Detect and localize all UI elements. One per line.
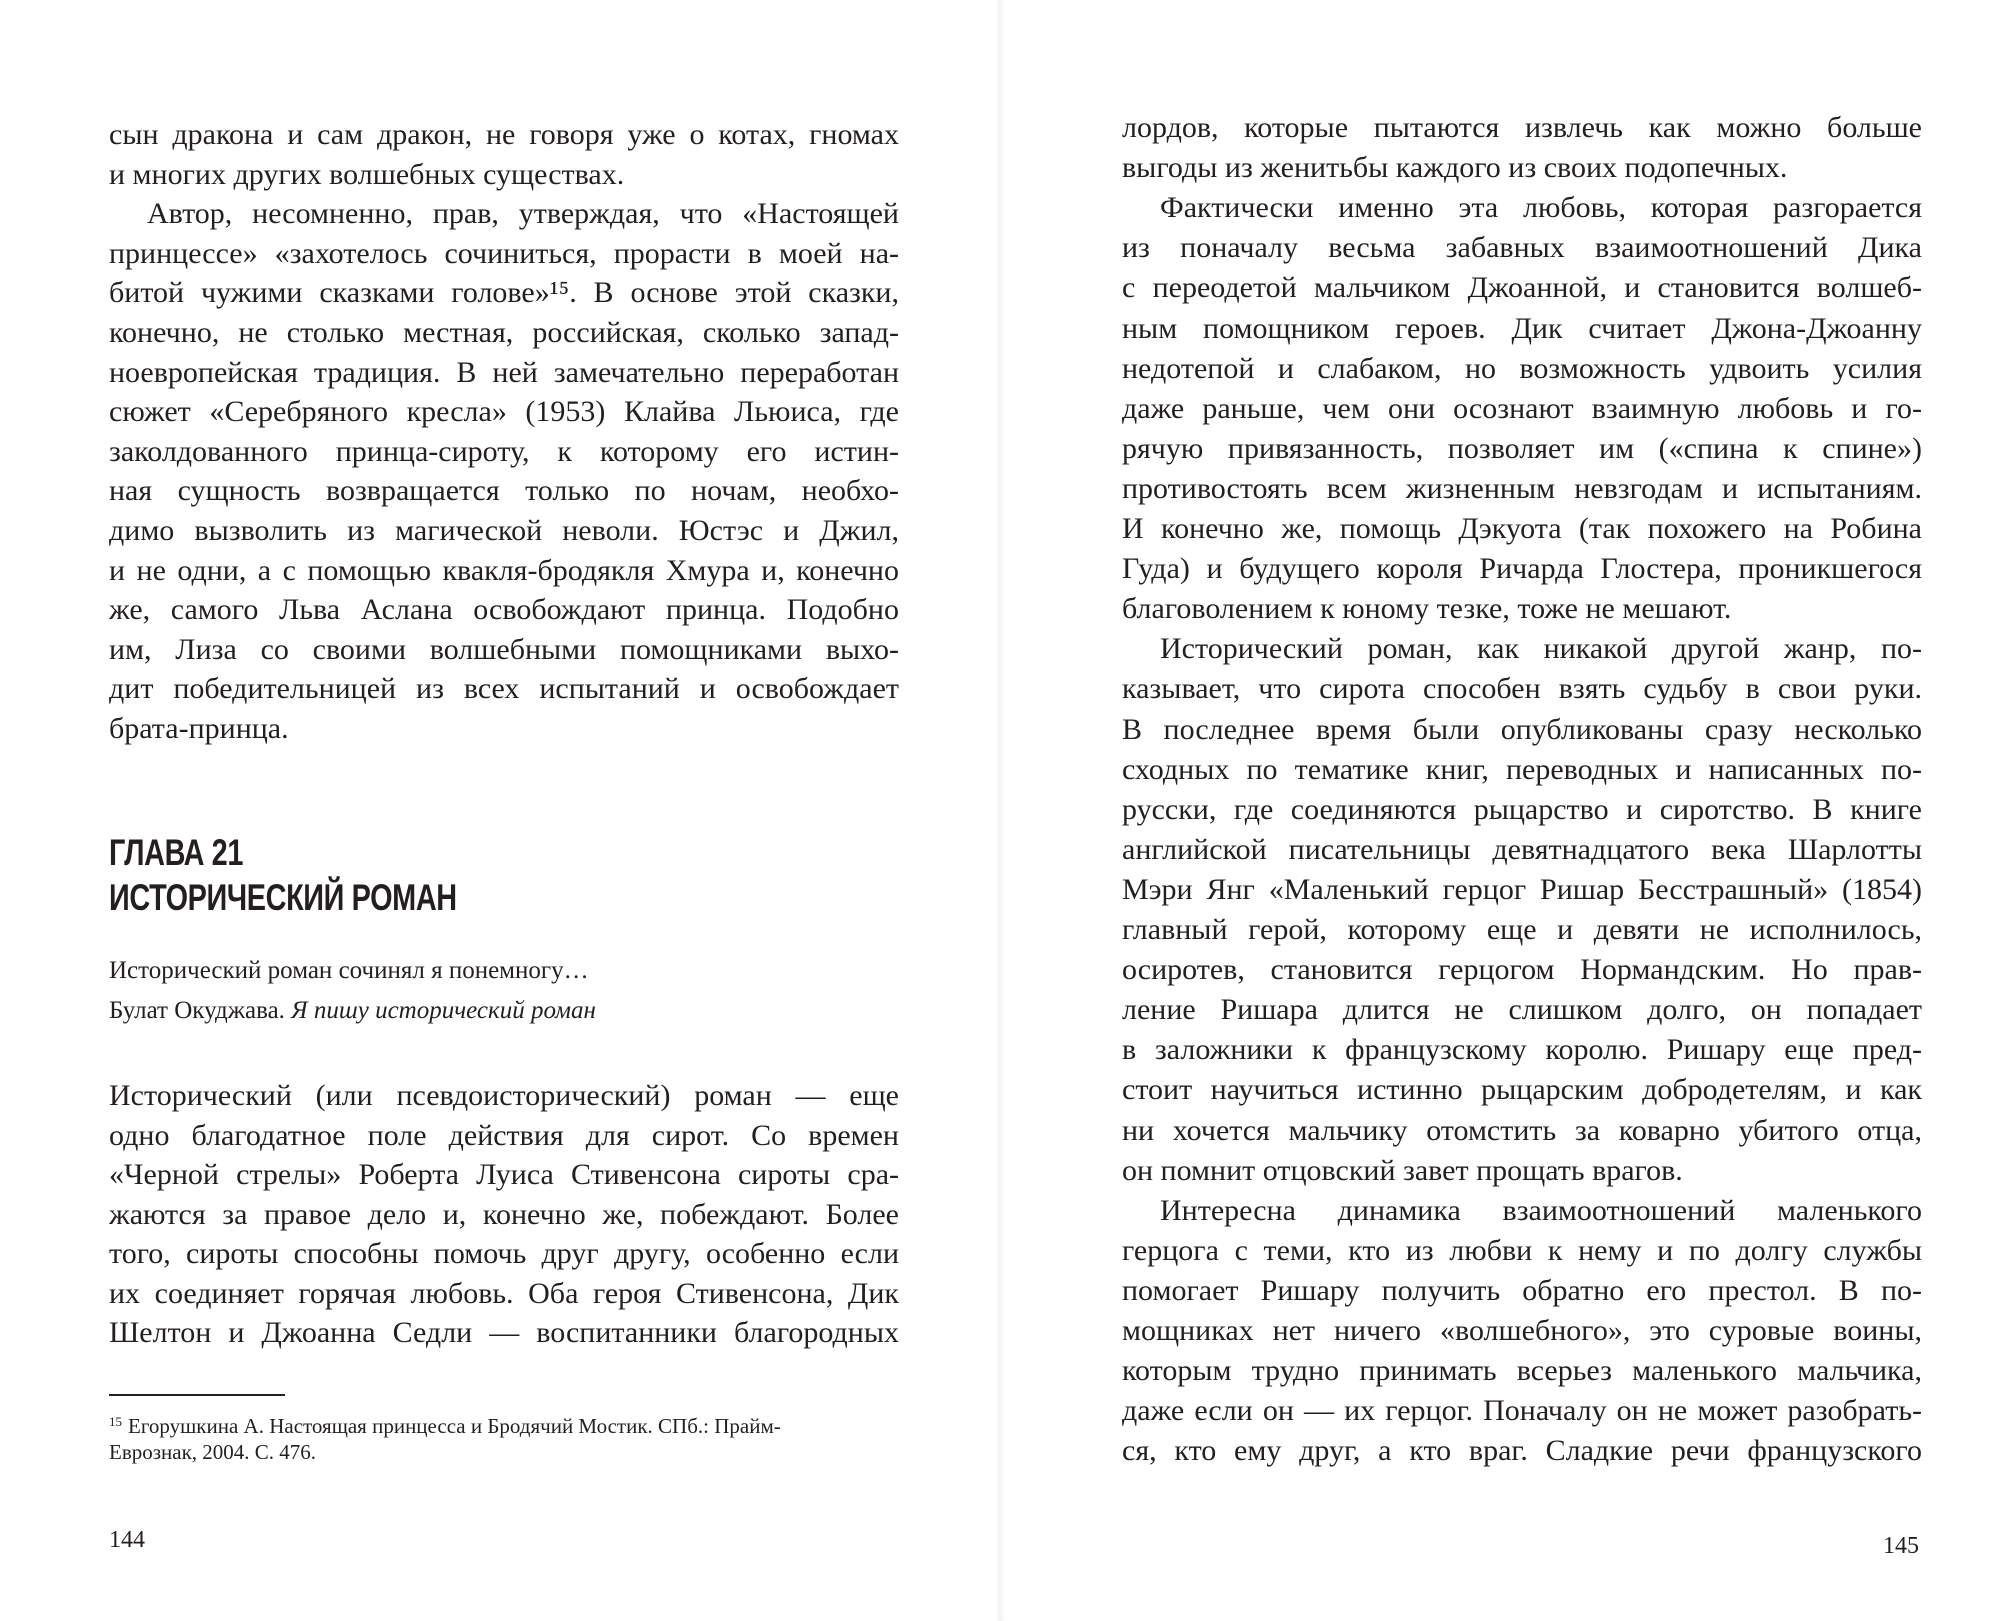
text-line: Гуда) и будущего короля Ричарда Глостера, проникшегося: [1122, 552, 1922, 585]
text-line: английской писательницы девятнадцатого века Шарлотты: [1122, 833, 1922, 866]
text-line: Мэри Янг «Маленький герцог Ришар Бесстрашный» (1854): [1122, 873, 1922, 906]
text-line: ная сущность возвращается только по ночам, необхо-: [109, 474, 899, 507]
text-line: сюжет «Серебряного кресла» (1953) Клайва Льюиса, где: [109, 395, 899, 428]
text-line: Автор, несомненно, прав, утверждая, что «Настоящей: [147, 197, 899, 230]
text-line: же, самого Льва Аслана освобождают принца. Подобно: [109, 593, 899, 626]
footnote-number: 15: [109, 1414, 122, 1429]
page-number: 144: [109, 1527, 145, 1553]
page-number: 145: [1883, 1533, 1919, 1559]
text-line: Исторический роман, как никакой другой жанр, по-: [1160, 632, 1922, 665]
text-line: их соединяет горячая любовь. Оба героя Стивенсона, Дик: [109, 1277, 899, 1310]
epigraph-source: Я пишу исторический роман: [291, 997, 596, 1024]
text-line: Интересна динамика взаимоотношений маленького: [1160, 1194, 1922, 1227]
text-line: брата-принца.: [109, 712, 289, 745]
epigraph-attribution: [109, 993, 596, 1029]
text-line: лордов, которые пытаются извлечь как можно больше: [1122, 111, 1922, 144]
text-line: мощниках нет ничего «волшебного», это суровые воины,: [1122, 1314, 1922, 1347]
text-line: рячую привязанность, позволяет им («спина к спине»): [1122, 432, 1922, 465]
text-line: того, сироты способны помочь друг другу, особенно если: [109, 1237, 899, 1270]
text-line: герцога с теми, кто из любви к нему и по долгу службы: [1122, 1234, 1922, 1267]
text-line: ным помощником героев. Дик считает Джона-Джоанну: [1122, 312, 1922, 345]
epigraph-author: Булат Окуджава.: [109, 997, 285, 1024]
text-line: ление Ришара длится не слишком долго, он попадает: [1122, 993, 1922, 1026]
text-line: им, Лиза со своими волшебными помощниками выхо-: [109, 633, 899, 666]
text-line: И конечно же, помощь Дэкуота (так похожего на Робина: [1122, 512, 1922, 545]
text-line: помогает Ришару получить обратно его престол. В по-: [1122, 1274, 1922, 1307]
text-line: В последнее время были опубликованы сразу несколько: [1122, 713, 1922, 746]
text-line: которым трудно принимать всерьез маленького мальчика,: [1122, 1354, 1922, 1387]
text-line: сходных по тематике книг, переводных и написанных по-: [1122, 753, 1922, 786]
footnote-text-line1: Егорушкина А. Настоящая принцесса и Бродячий Мостик. СПб.: Прайм-: [128, 1414, 781, 1438]
text-line: конечно, не столько местная, российская, сколько запад-: [109, 316, 899, 349]
text-line: битой чужими сказками голове»¹⁵. В основе этой сказки,: [109, 276, 899, 309]
text-line: из поначалу весьма забавных взаимоотношений Дика: [1122, 231, 1922, 264]
footnote-divider: [109, 1394, 285, 1396]
text-line: одно благодатное поле действия для сирот. Со времен: [109, 1119, 899, 1152]
footnote-text-line2: Еврознак, 2004. С. 476.: [109, 1440, 317, 1464]
text-line: и многих других волшебных существах.: [109, 158, 625, 191]
text-line: ся, кто ему друг, а кто враг. Сладкие речи французского: [1122, 1434, 1922, 1467]
text-line: «Черной стрелы» Роберта Луиса Стивенсона сироты сра-: [109, 1158, 899, 1191]
text-line: благоволением к юному тезке, тоже не мешают.: [1122, 592, 1732, 625]
text-line: казывает, что сирота способен взять судьбу в свои руки.: [1122, 672, 1922, 705]
chapter-number: ГЛАВА 21: [109, 832, 243, 873]
text-line: с переодетой мальчиком Джоанной, и становится волшеб-: [1122, 271, 1922, 304]
text-line: Шелтон и Джоанна Седли — воспитанники благородных: [109, 1316, 899, 1349]
right-page: [1000, 0, 2000, 1621]
text-line: осиротев, становится герцогом Нормандским. Но прав-: [1122, 953, 1922, 986]
text-line: Исторический (или псевдоисторический) роман — еще: [109, 1079, 899, 1112]
text-line: Фактически именно эта любовь, которая разгорается: [1160, 191, 1922, 224]
text-line: принцессе» «захотелось сочиниться, прорасти в моей на-: [109, 237, 899, 270]
text-line: жаются за правое дело и, конечно же, побеждают. Более: [109, 1198, 899, 1231]
epigraph-quote: Исторический роман сочинял я понемногу…: [109, 957, 589, 984]
text-line: стоит научиться истинно рыцарским добродетелям, и как: [1122, 1073, 1922, 1106]
footnote: [109, 1407, 909, 1441]
text-line: и не одни, а с помощью квакля-бродякля Хмура и, конечно: [109, 554, 899, 587]
text-line: в заложники к французскому королю. Ришару еще пред-: [1122, 1033, 1922, 1066]
text-line: димо вызволить из магической неволи. Юстэс и Джил,: [109, 514, 899, 547]
text-line: главный герой, которому еще и девяти не исполнилось,: [1122, 913, 1922, 946]
text-line: недотепой и слабаком, но возможность удвоить усилия: [1122, 352, 1922, 385]
text-line: заколдованного принца-сироту, к которому его истин-: [109, 435, 899, 468]
text-line: сын дракона и сам дракон, не говоря уже о котах, гномах: [109, 118, 899, 151]
text-line: даже если он — их герцог. Поначалу он не может разобрать-: [1122, 1394, 1922, 1427]
text-line: выгоды из женитьбы каждого из своих подопечных.: [1122, 151, 1788, 184]
text-line: даже раньше, чем они осознают взаимную любовь и го-: [1122, 392, 1922, 425]
text-line: русски, где соединяются рыцарство и сиротство. В книге: [1122, 793, 1922, 826]
chapter-title: ИСТОРИЧЕСКИЙ РОМАН: [109, 877, 457, 918]
text-line: ни хочется мальчику отомстить за коварно убитого отца,: [1122, 1114, 1922, 1147]
text-line: противостоять всем жизненным невзгодам и испытаниям.: [1122, 472, 1922, 505]
text-line: ноевропейская традиция. В ней замечательно переработан: [109, 356, 899, 389]
text-line: дит победительницей из всех испытаний и освобождает: [109, 672, 899, 705]
text-line: он помнит отцовский завет прощать врагов.: [1122, 1154, 1683, 1187]
